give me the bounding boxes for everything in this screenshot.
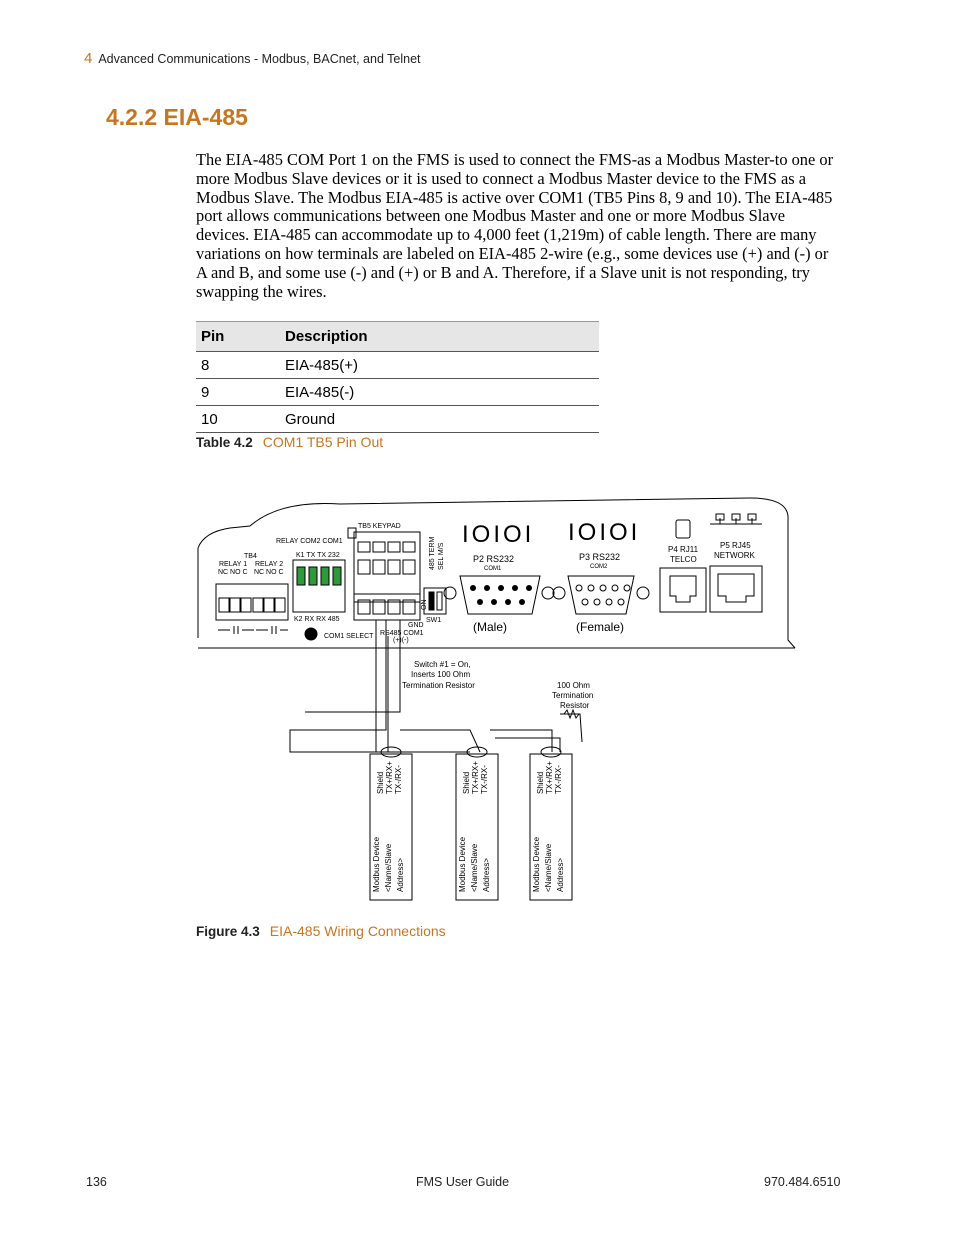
com1-select-jumper — [305, 628, 317, 640]
device-connector — [541, 747, 561, 757]
figure-caption-label: Figure 4.3 — [196, 924, 260, 939]
jumper — [321, 567, 329, 585]
terminal-txp-label: TX+/RX+ — [545, 761, 554, 794]
terminal-shield-label: Shield — [376, 771, 385, 794]
label-sel-ms: SEL M/S — [438, 542, 445, 570]
label-gnd: GND — [408, 622, 424, 629]
label-network: NETWORK — [714, 551, 755, 560]
tb4-terminal — [275, 598, 285, 612]
p3-db9-connector — [568, 576, 634, 614]
label-switch-line3: Termination Resistor — [402, 681, 475, 690]
pin-cell: 9 — [196, 379, 277, 406]
terminal-txm-label: TX-/RX- — [480, 765, 489, 794]
label-tb4: TB4 — [244, 553, 257, 560]
label-male: (Male) — [473, 620, 508, 634]
label-switch-line1: Switch #1 = On, — [414, 660, 471, 669]
label-com1-select: COM1 SELECT — [324, 633, 374, 640]
description-cell: EIA-485(+) — [277, 352, 599, 379]
label-rs485-pins: (+)(-) — [393, 637, 409, 644]
terminal-txm-label: TX-/RX- — [394, 765, 403, 794]
label-p5-rj45: P5 RJ45 — [720, 541, 751, 550]
telephone-icon — [676, 520, 690, 538]
p3-pins — [576, 585, 630, 605]
p2-db9-connector — [460, 576, 540, 614]
col-header-description: Description — [277, 322, 599, 352]
label-on: ON — [421, 599, 428, 610]
device-name-line2: <Name/Slave — [470, 843, 479, 892]
p2-mount-hole — [542, 587, 554, 599]
description-cell: Ground — [277, 406, 599, 433]
tb4-terminal — [219, 598, 229, 612]
table-caption-title: COM1 TB5 Pin Out — [262, 434, 384, 450]
wiring-diagram — [190, 490, 805, 910]
tb5-terminal — [388, 542, 400, 552]
label-k2-rx: K2 RX RX 485 — [294, 616, 340, 623]
jumper — [333, 567, 341, 585]
tb5-terminal — [388, 560, 400, 574]
table-row — [196, 379, 599, 406]
description-cell: EIA-485(-) — [277, 379, 599, 406]
p3-mount-hole — [553, 587, 565, 599]
wire-to-device-2 — [400, 730, 480, 752]
tb4-block — [216, 584, 288, 620]
label-telco: TELCO — [670, 555, 697, 564]
table-caption-label: Table 4.2 — [196, 435, 253, 450]
table-row — [196, 352, 599, 379]
label-ohm-line3: Resistor — [560, 701, 590, 710]
jumper — [309, 567, 317, 585]
label-relay-com: RELAY COM2 COM1 — [276, 538, 343, 545]
p2-pins — [470, 585, 532, 605]
dip-lever — [437, 592, 442, 610]
label-relay2: RELAY 2 — [255, 561, 284, 568]
label-tb5-keypad: TB5 KEYPAD — [358, 523, 401, 530]
rj11-socket — [670, 576, 696, 602]
tb5-terminal — [358, 542, 370, 552]
label-sw1: SW1 — [426, 617, 442, 624]
tb5-lower-connector — [354, 594, 420, 620]
label-485-term: 485 TERM — [429, 536, 436, 570]
wire-to-device-3b — [495, 738, 560, 752]
tb4-terminal — [264, 598, 274, 612]
terminal-txm-label: TX-/RX- — [554, 765, 563, 794]
label-nc-no-c-1: NC NO C — [218, 569, 248, 576]
tb4-terminal — [230, 598, 240, 612]
label-p3-rs232: P3 RS232 — [579, 552, 621, 562]
section-title: 4.2.2 EIA-485 — [106, 104, 248, 130]
tb5-terminal — [403, 542, 415, 552]
tb4-terminal — [241, 598, 251, 612]
tb5-terminal — [373, 542, 385, 552]
tb5-keypad-icon — [348, 528, 356, 538]
table-header-row — [196, 322, 599, 352]
relay-contact-symbols — [218, 626, 288, 634]
device-name-line3: Address> — [556, 857, 565, 892]
rj45-socket — [718, 574, 754, 602]
footer-phone: 970.484.6510 — [764, 1175, 841, 1189]
pin-cell: 8 — [196, 352, 277, 379]
label-ohm-line1: 100 Ohm — [557, 681, 590, 690]
label-relay1: RELAY 1 — [219, 561, 248, 568]
termination-resistor-lead — [560, 714, 582, 742]
chapter-title: Advanced Communications - Modbus, BACnet, and Telnet — [98, 52, 421, 66]
label-rs485-com1: RS485 COM1 — [380, 630, 424, 637]
table-row — [196, 406, 599, 433]
col-header-pin: Pin — [196, 322, 277, 352]
figure-caption-title: EIA-485 Wiring Connections — [269, 923, 446, 939]
tb4-terminal — [253, 598, 263, 612]
running-header — [84, 50, 421, 67]
label-com2: COM2 — [590, 564, 608, 570]
label-ioioi-2: IOIOI — [568, 519, 641, 546]
terminal-txp-label: TX+/RX+ — [471, 761, 480, 794]
figure-caption — [196, 923, 446, 939]
page-number: 136 — [86, 1175, 107, 1189]
device-name-line1: Modbus Device — [532, 836, 541, 892]
dip-lever — [429, 592, 434, 610]
label-p4-rj11: P4 RJ11 — [668, 545, 699, 554]
label-ioioi-1: IOIOI — [462, 521, 535, 548]
p3-mount-hole — [637, 587, 649, 599]
pin-cell: 10 — [196, 406, 277, 433]
label-female: (Female) — [576, 620, 625, 634]
device-name-line2: <Name/Slave — [544, 843, 553, 892]
tb5-terminal — [403, 560, 415, 574]
label-switch-line2: Inserts 100 Ohm — [411, 670, 471, 679]
pin-table — [196, 321, 599, 433]
label-p2-rs232: P2 RS232 — [473, 554, 515, 564]
footer-doc-title: FMS User Guide — [416, 1175, 510, 1189]
label-com1: COM1 — [484, 566, 502, 572]
label-k1-tx: K1 TX TX 232 — [296, 552, 340, 559]
terminal-shield-label: Shield — [536, 771, 545, 794]
tb5-terminal — [358, 560, 370, 574]
terminal-txp-label: TX+/RX+ — [385, 761, 394, 794]
label-ohm-line2: Termination — [552, 691, 594, 700]
device-name-line1: Modbus Device — [458, 836, 467, 892]
network-icon — [710, 518, 762, 524]
p4-rj11-jack — [660, 568, 706, 612]
device-name-line3: Address> — [396, 857, 405, 892]
device-name-line3: Address> — [482, 857, 491, 892]
chapter-number: 4 — [84, 50, 93, 67]
terminal-shield-label: Shield — [462, 771, 471, 794]
body-paragraph: The EIA-485 COM Port 1 on the FMS is used to connect the FMS-as a Modbus Master-to one or more Modbus Slave devices or it is used to connect a Modbus Master device to the FMS as a Modbus Slave. The Modbus EIA-485 is active over COM1 (TB5 Pins 8, 9 and 10). The EIA-485 port allows communications between one Modbus Master and one or more Modbus Slave devices. EIA-485 can accommodate up to 4,000 feet (1,219m) of cable length. There are many variations on how terminals are labeled on EIA-485 2-wire (e.g., some devices use (+) and (-) or A and B, and some use (-) and (+) or B and A. Therefore, if a Slave unit is not responding, try swapping the wires. — [196, 150, 834, 301]
jumper — [297, 567, 305, 585]
device-name-line2: <Name/Slave — [384, 843, 393, 892]
device-name-line1: Modbus Device — [372, 836, 381, 892]
tb5-terminal — [373, 560, 385, 574]
label-nc-no-c-2: NC NO C — [254, 569, 284, 576]
table-caption — [196, 434, 383, 450]
